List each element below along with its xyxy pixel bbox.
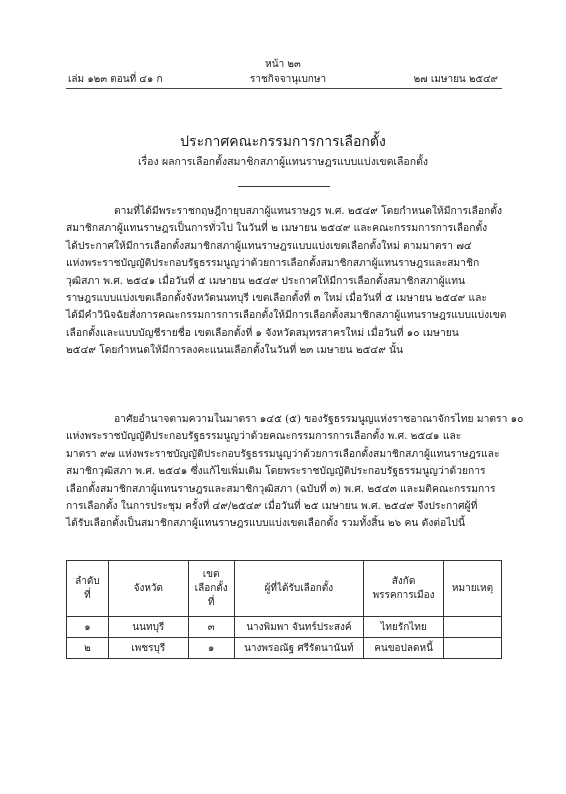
- paragraph-line: เลือกตั้งและแบบบัญชีรายชื่อ เขตเลือกตั้งที่ ๑ จังหวัดสมุทรสาครใหม่ เมื่อวันที่ ๑๐ เมษายน: [66, 326, 459, 339]
- paragraph-line: ตามที่ได้มีพระราชกฤษฎีกายุบสภาผู้แทนราษฎร พ.ศ. ๒๕๔๙ โดยกำหนดให้มีการเลือกตั้ง: [114, 205, 502, 217]
- cell-party: ไทยรักไทย: [364, 617, 444, 638]
- header-elected: ผู้ที่ได้รับเลือกตั้ง: [234, 561, 364, 617]
- paragraph-line: เลือกตั้งสมาชิกสภาผู้แทนราษฎรและสมาชิกวุฒิสภา (ฉบับที่ ๓) พ.ศ. ๒๕๔๓ และมติคณะกรรมการ: [66, 482, 496, 495]
- header-divider: [66, 88, 502, 89]
- cell-name: นางพิมพา จันทร์ประสงค์: [234, 617, 364, 638]
- cell-party: คนขอปลดหนี้: [364, 638, 444, 659]
- header-affiliation: สังกัด พรรคการเมือง: [364, 561, 444, 617]
- announcement-title: ประกาศคณะกรรมการการเลือกตั้ง: [180, 134, 386, 150]
- paragraph-authority: [66, 411, 524, 533]
- cell-no: ๑: [67, 617, 109, 638]
- volume-info: เล่ม ๑๒๓ ตอนที่ ๔๑ ก: [68, 74, 163, 85]
- paragraph-preamble: [66, 203, 507, 360]
- paragraph-line: ๒๕๔๙ โดยกำหนดให้มีการลงคะแนนเลือกตั้งในวันที่ ๒๓ เมษายน ๒๕๔๙ นั้น: [66, 344, 404, 357]
- paragraph-line: แห่งพระราชบัญญัติประกอบรัฐธรรมนูญว่าด้วยการเลือกตั้งสมาชิกสภาผู้แทนราษฎรและสมาชิก: [66, 257, 480, 270]
- cell-province: เพชรบุรี: [108, 638, 188, 659]
- paragraph-line: ได้ประกาศให้มีการเลือกตั้งสมาชิกสภาผู้แทนราษฎรแบบแบ่งเขตเลือกตั้งใหม่ ตามมาตรา ๗๔: [66, 239, 472, 252]
- paragraph-line: ได้มีคำวินิจฉัยสั่งการคณะกรรมการการเลือกตั้งให้มีการเลือกตั้งสมาชิกสภาผู้แทนราษฎรแบบแบ่งเขต: [66, 309, 507, 322]
- header-no: ลำดับ ที่: [67, 561, 109, 617]
- title-divider: [238, 186, 330, 187]
- paragraph-line: สมาชิกสภาผู้แทนราษฎรเป็นการทั่วไป ในวันที่ ๒ เมษายน ๒๕๔๙ และคณะกรรมการการเลือกตั้ง: [66, 222, 488, 235]
- cell-province: นนทบุรี: [108, 617, 188, 638]
- table-header-row: [67, 561, 502, 617]
- cell-remark: [444, 617, 502, 638]
- election-results-table: [66, 560, 502, 659]
- table-row: [67, 617, 502, 638]
- header-district: เขต เลือกตั้ง ที่: [188, 561, 234, 617]
- header-province: จังหวัด: [108, 561, 188, 617]
- paragraph-line: อาศัยอำนาจตามความในมาตรา ๑๔๕ (๕) ของรัฐธรรมนูญแห่งราชอาณาจักรไทย มาตรา ๑๐: [114, 413, 524, 425]
- page-number: หน้า ๒๓: [265, 59, 301, 70]
- paragraph-line: แห่งพระราชบัญญัติประกอบรัฐธรรมนูญว่าด้วยคณะกรรมการการเลือกตั้ง พ.ศ. ๒๕๔๑ และ: [66, 430, 462, 443]
- paragraph-line: การเลือกตั้ง ในการประชุม ครั้งที่ ๔๙/๒๕๔๙ เมื่อวันที่ ๒๕ เมษายน พ.ศ. ๒๕๔๙ จึงประกาศผู้ที่: [66, 500, 478, 513]
- cell-name: นางพรอณัฐ ศรีรัตนานันท์: [234, 638, 364, 659]
- paragraph-line: ราษฎรแบบแบ่งเขตเลือกตั้งจังหวัดนนทบุรี เขตเลือกตั้งที่ ๓ ใหม่ เมื่อวันที่ ๕ เมษายน ๒๕๔๙ และ: [66, 292, 487, 305]
- table-row: [67, 638, 502, 659]
- publication-date: ๒๗ เมษายน ๒๕๔๙: [413, 74, 498, 85]
- paragraph-line: ได้รับเลือกตั้งเป็นสมาชิกสภาผู้แทนราษฎรแบบแบ่งเขตเลือกตั้ง รวมทั้งสิ้น ๒๖ คน ดังต่อไปนี้: [66, 517, 465, 530]
- cell-district: ๓: [188, 617, 234, 638]
- cell-no: ๒: [67, 638, 109, 659]
- header-remark: หมายเหตุ: [444, 561, 502, 617]
- publication-name: ราชกิจจานุเบกษา: [250, 74, 327, 85]
- paragraph-line: วุฒิสภา พ.ศ. ๒๕๔๑ เมื่อวันที่ ๕ เมษายน ๒๕๔๙ ประกาศให้มีการเลือกตั้งสมาชิกสภาผู้แทน: [66, 274, 466, 287]
- paragraph-line: สมาชิกวุฒิสภา พ.ศ. ๒๕๔๑ ซึ่งแก้ไขเพิ่มเติม โดยพระราชบัญญัติประกอบรัฐธรรมนูญว่าด้วยการ: [66, 465, 486, 478]
- paragraph-line: มาตรา ๙๗ แห่งพระราชบัญญัติประกอบรัฐธรรมนูญว่าด้วยการเลือกตั้งสมาชิกสภาผู้แทนราษฎรและ: [66, 447, 500, 460]
- gazette-header: [68, 72, 498, 87]
- cell-remark: [444, 638, 502, 659]
- cell-district: ๑: [188, 638, 234, 659]
- announcement-subject: เรื่อง ผลการเลือกตั้งสมาชิกสภาผู้แทนราษฎรแบบแบ่งเขตเลือกตั้ง: [137, 156, 429, 168]
